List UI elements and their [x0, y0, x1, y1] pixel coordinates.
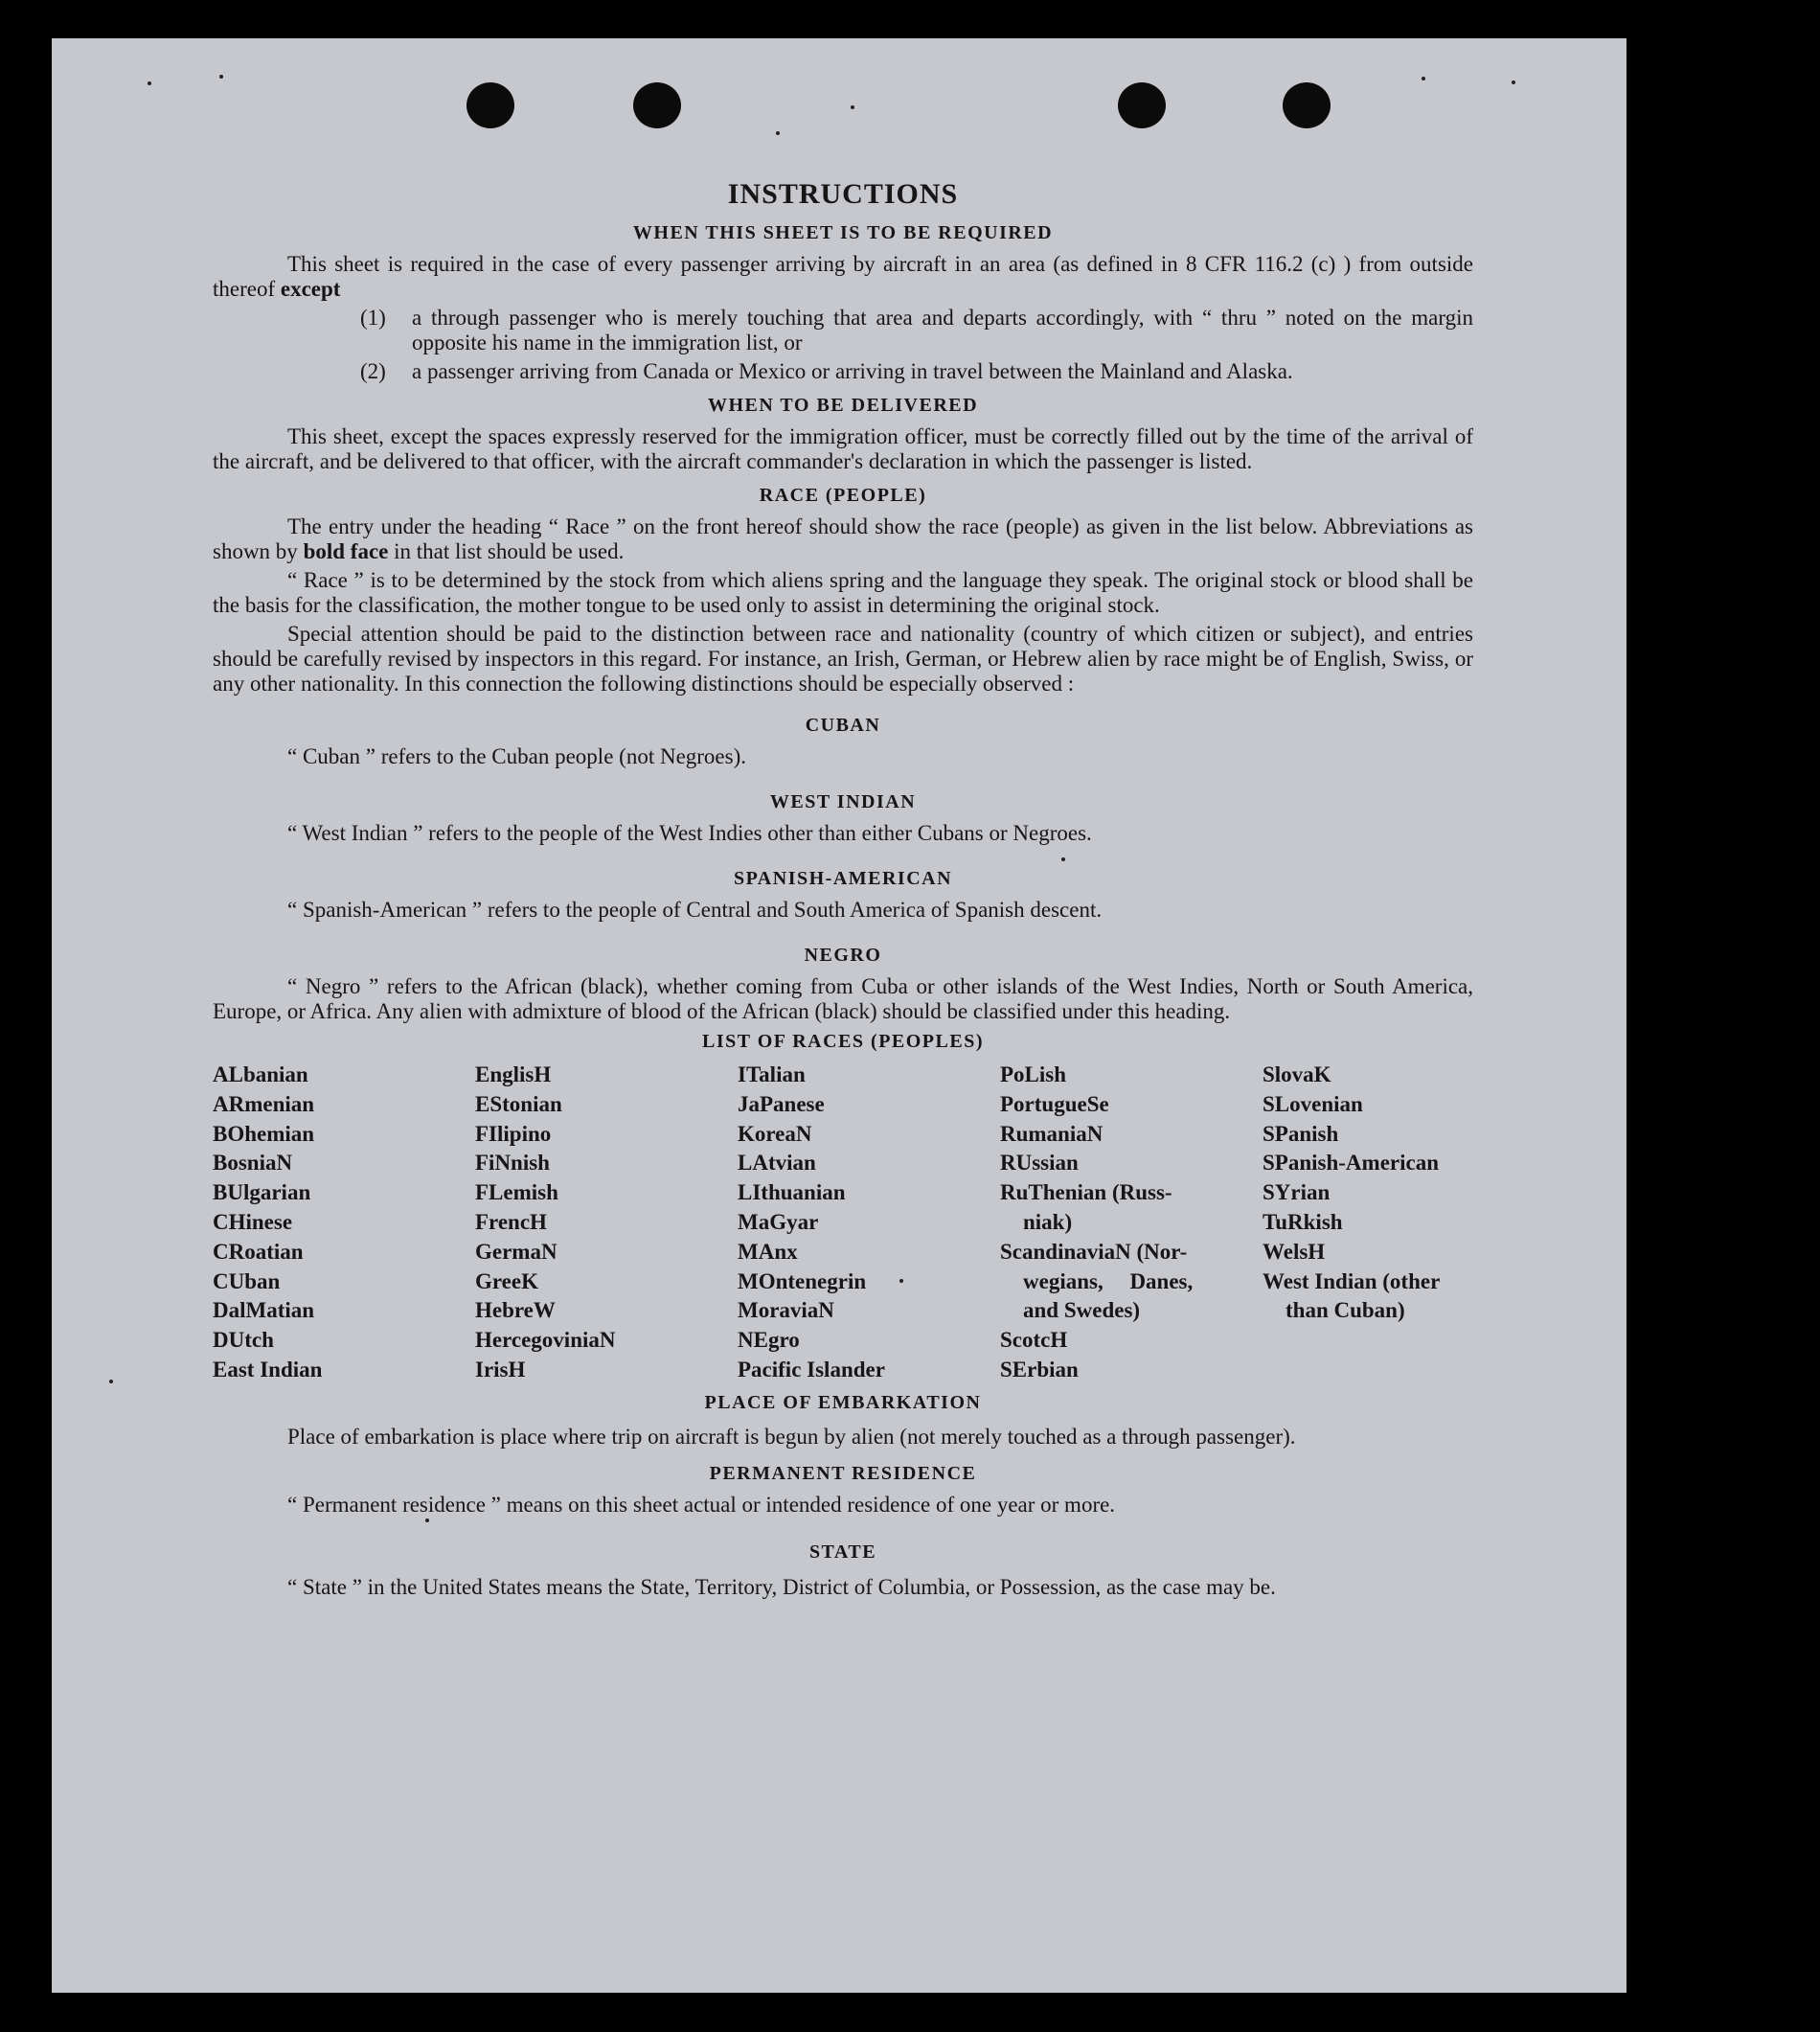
race-entry: SPanish [1263, 1121, 1339, 1146]
when-delivered-text: This sheet, except the spaces expressly reserved for the immigration officer, must be correctly filled out by the time of the arrival of the aircraft, and be delivered to that officer, with the aircraft commander's declaration in which the passenger is listed. [213, 424, 1473, 473]
exception-item: (1) a through passenger who is merely touching that area and departs accordingly, with “ thru ” noted on the margin opposite his name in the immigration list, or [360, 306, 1473, 354]
punch-hole [633, 82, 681, 128]
race-entry: than Cuban) [1285, 1298, 1405, 1323]
race-list [213, 1061, 1473, 1385]
race-entry: wegians, Danes, [1023, 1268, 1194, 1293]
race-column [475, 1061, 738, 1385]
race-entry: and Swedes) [1023, 1298, 1141, 1323]
cuban-text: “ Cuban ” refers to the Cuban people (not Negroes). [287, 744, 747, 768]
race-entry: HebreW [475, 1298, 556, 1323]
race-entry: KoreaN [738, 1121, 812, 1146]
section-heading-state: STATE [808, 1541, 877, 1563]
race-entry: LIthuanian [738, 1180, 846, 1205]
race-entry: ScotcH [1000, 1328, 1068, 1353]
race-column [1000, 1061, 1263, 1385]
race-entry: DUtch [213, 1328, 274, 1353]
race-entry: HercegoviniaN [475, 1328, 616, 1353]
race-entry: EStonian [475, 1091, 562, 1116]
race-entry: GermaN [475, 1239, 557, 1264]
race-entry: EnglisH [475, 1062, 552, 1086]
race-entry: ARmenian [213, 1091, 315, 1116]
exception-item: (2) a passenger arriving from Canada or Mexico or arriving in travel between the Mainland and Alaska. [360, 359, 1293, 383]
page-title: INSTRUCTIONS [727, 178, 959, 210]
race-entry: LAtvian [738, 1151, 816, 1176]
race-entry: East Indian [213, 1357, 323, 1381]
race-entry: SYrian [1263, 1180, 1331, 1205]
race-entry: RumaniaN [1000, 1121, 1103, 1146]
when-required-text: This sheet is required in the case of every passenger arriving by aircraft in an area (as defined in 8 CFR 116.2 (c) ) from outside thereof except [213, 252, 1473, 301]
race-column [1263, 1061, 1473, 1385]
race-entry: ScandinaviaN (Nor- [1000, 1239, 1188, 1264]
west-indian-text: “ West Indian ” refers to the people of the West Indies other than either Cubans or Negroes. [287, 821, 1092, 845]
document-page [52, 38, 1627, 1993]
race-entry: JaPanese [738, 1091, 825, 1116]
race-entry: NEgro [738, 1328, 800, 1353]
section-heading-race: RACE (PEOPLE) [759, 485, 927, 506]
negro-text: “ Negro ” refers to the African (black), whether coming from Cuba or other islands of the West Indies, North or South America, Europe, or Africa. Any alien with admixture of blood of the African (black) should be classified under this heading. [213, 974, 1473, 1023]
race-entry: SLovenian [1263, 1091, 1363, 1116]
race-paragraph-3: Special attention should be paid to the distinction between race and nationality (country of which citizen or subject), and entries should be carefully revised by inspectors in this regard. For instance, an Irish, German, or Hebrew alien by race might be of English, Swiss, or any other nationality. In this connection the following distinctions should be especially observed : [213, 622, 1473, 696]
race-entry: ITalian [738, 1062, 806, 1086]
race-entry: RUssian [1000, 1151, 1079, 1176]
race-entry: FrencH [475, 1209, 547, 1234]
punch-hole [466, 82, 514, 128]
spanish-american-text: “ Spanish-American ” refers to the people of Central and South America of Spanish descent. [287, 898, 1103, 922]
race-column [213, 1061, 475, 1385]
race-entry: West Indian (other [1263, 1268, 1441, 1293]
embarkation-text: Place of embarkation is place where trip on aircraft is begun by alien (not merely touched as a through passenger). [287, 1424, 1296, 1449]
punch-hole [1118, 82, 1166, 128]
race-entry: SlovaK [1263, 1062, 1331, 1086]
residence-text: “ Permanent residence ” means on this sheet actual or intended residence of one year or more. [287, 1492, 1116, 1517]
race-entry: CHinese [213, 1209, 293, 1234]
race-entry: SErbian [1000, 1357, 1079, 1381]
race-paragraph-1: The entry under the heading “ Race ” on the front hereof should show the race (people) as given in the list below. Abbreviations as shown by bold face in that list should be used. [213, 514, 1473, 563]
instructions-body [213, 177, 1473, 1608]
race-paragraph-2: “ Race ” is to be determined by the stock from which aliens spring and the language they speak. The original stock or blood shall be the basis for the classification, the mother tongue to be used only to assist in determining the original stock. [213, 568, 1473, 617]
section-heading-cuban: CUBAN [805, 715, 881, 736]
race-entry: Pacific Islander [738, 1357, 885, 1381]
race-entry: CRoatian [213, 1239, 304, 1264]
race-entry: MaGyar [738, 1209, 819, 1234]
section-heading-when-delivered: WHEN TO BE DELIVERED [707, 395, 979, 416]
race-entry: PoLish [1000, 1062, 1067, 1086]
race-entry: ALbanian [213, 1062, 308, 1086]
race-entry: MAnx [738, 1239, 798, 1264]
race-column [738, 1061, 1000, 1385]
race-entry: FIlipino [475, 1121, 552, 1146]
race-entry: MOntenegrin [738, 1268, 867, 1293]
race-entry: BOhemian [213, 1121, 315, 1146]
section-heading-west-indian: WEST INDIAN [769, 791, 917, 812]
race-entry: GreeK [475, 1268, 538, 1293]
race-entry: CUban [213, 1268, 281, 1293]
section-heading-negro: NEGRO [804, 945, 882, 966]
section-heading-list-of-races: LIST OF RACES (PEOPLES) [701, 1031, 984, 1052]
race-entry: FiNnish [475, 1151, 550, 1176]
race-entry: FLemish [475, 1180, 558, 1205]
state-text: “ State ” in the United States means the State, Territory, District of Columbia, or Possession, as the case may be. [287, 1574, 1276, 1599]
race-entry: RuThenian (Russ- [1000, 1180, 1172, 1205]
section-heading-embarkation: PLACE OF EMBARKATION [704, 1391, 982, 1413]
race-entry: SPanish-American [1263, 1151, 1439, 1176]
race-entry: PortugueSe [1000, 1091, 1109, 1116]
section-heading-spanish-american: SPANISH-AMERICAN [733, 868, 953, 889]
race-entry: TuRkish [1263, 1209, 1343, 1234]
race-entry: niak) [1023, 1209, 1073, 1234]
section-heading-permanent-residence: PERMANENT RESIDENCE [709, 1462, 977, 1484]
race-entry: BUlgarian [213, 1180, 311, 1205]
punch-hole [1283, 82, 1331, 128]
race-entry: DalMatian [213, 1298, 315, 1323]
race-entry: WelsH [1263, 1239, 1326, 1264]
race-entry: MoraviaN [738, 1298, 834, 1323]
race-entry: BosniaN [213, 1151, 293, 1176]
section-heading-when-required: WHEN THIS SHEET IS TO BE REQUIRED [632, 222, 1054, 243]
race-entry: IrisH [475, 1357, 526, 1381]
